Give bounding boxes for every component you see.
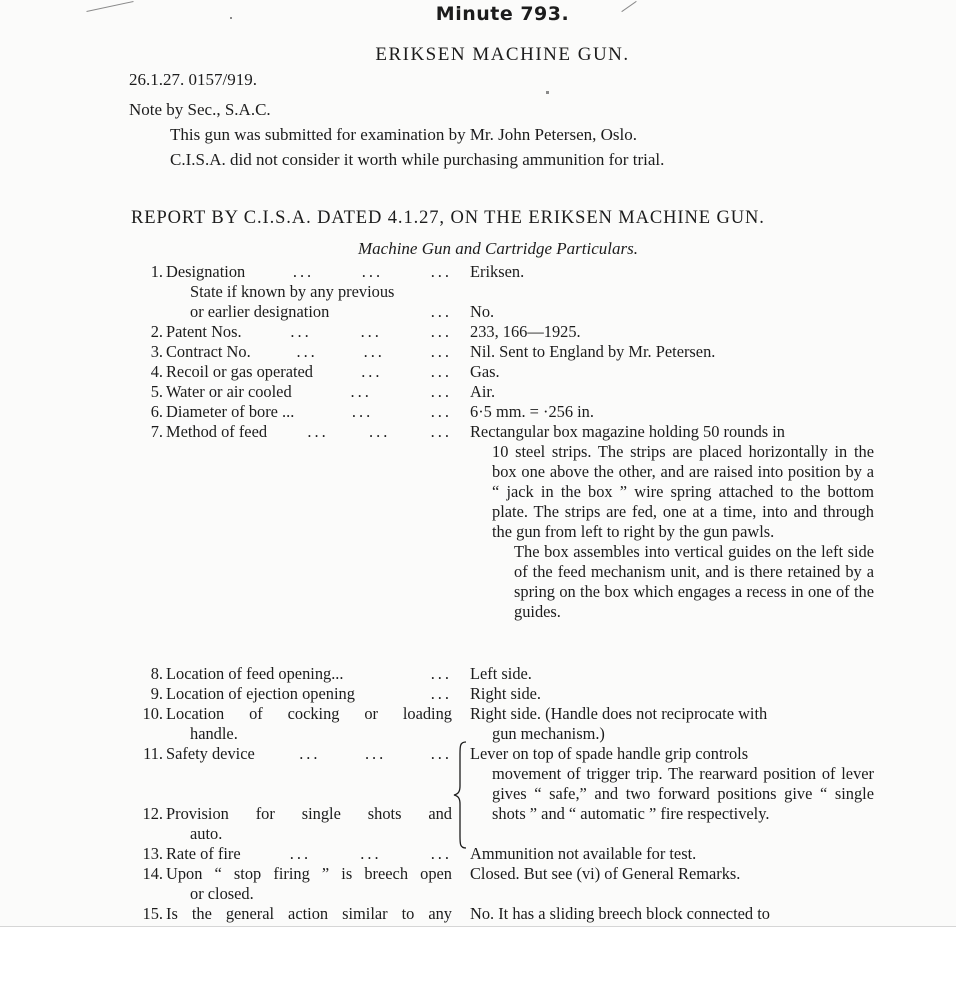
item-label: Designation ... ... ... State if known by any previous or earlier designation ... bbox=[166, 262, 452, 321]
item-number: 12. bbox=[142, 804, 163, 823]
item-answer: Gas. bbox=[470, 362, 500, 381]
item-answer: Closed. But see (vi) of General Remarks. bbox=[470, 864, 741, 883]
item-answer: No. It has a sliding breech block connected to bbox=[470, 904, 770, 923]
item-label: Location of cocking or loading handle. bbox=[166, 704, 452, 743]
item-number: 15. bbox=[142, 904, 163, 923]
item-answer: Ammunition not available for test. bbox=[470, 844, 697, 863]
item-number: 3. bbox=[150, 342, 163, 361]
item-label: Method of feed ... ... ... bbox=[166, 422, 452, 441]
item-number: 4. bbox=[150, 362, 163, 381]
section-subtitle: Machine Gun and Cartridge Particulars. bbox=[357, 239, 638, 258]
item-label: Contract No. ... ... ... bbox=[166, 342, 452, 361]
item-number: 6. bbox=[150, 402, 163, 421]
item-answer: Lever on top of spade handle grip controls movement of trigger trip. The rearward position of lever gives “ safe,” and two forward positions give “ single shots ” and “ automatic ” fire respectively. bbox=[470, 744, 874, 823]
item-label: Rate of fire ... ... ... bbox=[166, 844, 452, 863]
item-label: Provision for single shots and auto. bbox=[166, 804, 452, 843]
item-number: 10. bbox=[142, 704, 163, 723]
item-answer: 6·5 mm. = ·256 in. bbox=[470, 402, 594, 421]
item-number: 1. bbox=[150, 262, 163, 281]
item-answer: Eriksen. No. bbox=[470, 262, 525, 321]
item-label: Is the general action similar to any bbox=[166, 904, 452, 923]
note-by-line: Note by Sec., S.A.C. bbox=[129, 100, 271, 119]
item-number: 14. bbox=[142, 864, 163, 883]
item-label: Location of ejection opening ... bbox=[166, 684, 452, 703]
item-answer: Left side. bbox=[470, 664, 532, 683]
note-text-1: This gun was submitted for examination by Mr. John Petersen, Oslo. bbox=[170, 125, 637, 144]
item-label: Water or air cooled ... ... bbox=[166, 382, 452, 401]
curly-brace bbox=[450, 740, 470, 850]
item-number: 2. bbox=[150, 322, 163, 341]
item-number: 13. bbox=[142, 844, 163, 863]
scan-dot bbox=[546, 91, 549, 94]
item-answer: 233, 166—1925. bbox=[470, 322, 581, 341]
item-number: 7. bbox=[150, 422, 163, 441]
item-number: 11. bbox=[143, 744, 163, 763]
item-label: Location of feed opening... ... bbox=[166, 664, 452, 683]
item-answer: Right side. (Handle does not reciprocate with gun mechanism.) bbox=[470, 704, 768, 743]
item-label: Upon “ stop firing ” is breech open or closed. bbox=[166, 864, 452, 903]
item-answer: Right side. bbox=[470, 684, 542, 703]
item-number: 5. bbox=[150, 382, 163, 401]
item-number: 9. bbox=[150, 684, 163, 703]
report-heading: REPORT BY C.I.S.A. DATED 4.1.27, ON THE ERIKSEN MACHINE GUN. bbox=[131, 208, 765, 228]
document-title: ERIKSEN MACHINE GUN. bbox=[375, 44, 630, 65]
item-label: Safety device ... ... ... bbox=[166, 744, 452, 763]
item-answer: Rectangular box magazine holding 50 rounds in 10 steel strips. The strips are placed horizontally in the box one above the other, and are raised into position by a “ jack in the box ” wire spring attached to the bottom plate. The strips are fed, one at a time, into and through the gun from left to right by the gun pawls. The box assembles into vertical guides on the left side of the feed mechanism unit, and is there retained by a spring on the box which engages a recess in one of the guides. bbox=[470, 422, 874, 621]
minute-title: Minute 793. bbox=[435, 3, 570, 25]
note-text-2: C.I.S.A. did not consider it worth while purchasing ammunition for trial. bbox=[170, 150, 665, 169]
reference-line: 26.1.27. 0157/919. bbox=[129, 70, 257, 89]
item-answer: Nil. Sent to England by Mr. Petersen. bbox=[470, 342, 716, 361]
item-number: 8. bbox=[150, 664, 163, 683]
item-answer: Air. bbox=[470, 382, 496, 401]
item-label: Recoil or gas operated ... ... bbox=[166, 362, 452, 381]
item-label: Patent Nos. ... ... ... bbox=[166, 322, 452, 341]
item-label: Diameter of bore ... ... ... bbox=[166, 402, 452, 421]
